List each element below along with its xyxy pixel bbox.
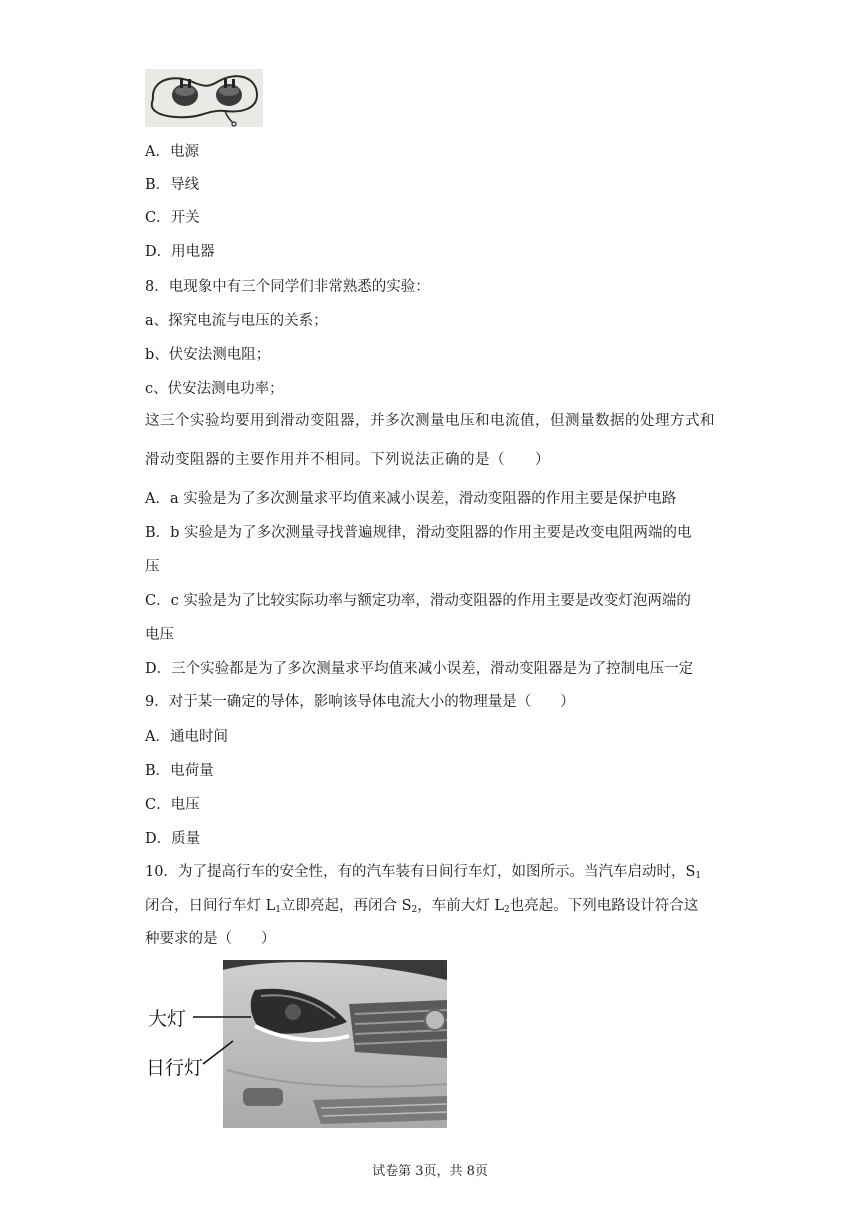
- q8-item-c: c、伏安法测电功率；: [145, 381, 284, 397]
- q8-paragraph-line2: 滑动变阻器的主要作用并不相同。下列说法正确的是（ ）: [145, 452, 550, 468]
- q9-option-c: C．电压: [145, 797, 200, 813]
- car-headlight-figure: [143, 960, 447, 1128]
- headlight-label: 大灯: [148, 1008, 187, 1030]
- q7-option-c: C．开关: [145, 210, 200, 226]
- q7-option-d: D．用电器: [145, 244, 215, 260]
- q9-stem: 9．对于某一确定的导体，影响该导体电流大小的物理量是（ ）: [145, 694, 575, 710]
- q10-line1: 10．为了提高行车的安全性，有的汽车装有日间行车灯，如图所示。当汽车启动时，$S_1$: [145, 864, 702, 881]
- q10-line2: 闭合，日间行车灯 $L_1$立即亮起，再闭合 $S_2$，车前大灯 $L_2$也亮起。下列电路设计符合这: [145, 898, 699, 915]
- q7-option-b: B．导线: [145, 177, 200, 193]
- drl-label: 日行灯: [146, 1057, 204, 1079]
- q8-option-b-line1: B．b 实验是为了多次测量寻找普遍规律，滑动变阻器的作用主要是改变电阻两端的电: [145, 525, 692, 541]
- q10-line3: 种要求的是（ ）: [145, 931, 276, 947]
- q8-option-c-line1: C．c 实验是为了比较实际功率与额定功率，滑动变阻器的作用主要是改变灯泡两端的: [145, 593, 691, 609]
- q8-item-b: b、伏安法测电阻；: [145, 347, 271, 363]
- car-photo-drawing: [143, 960, 447, 1128]
- q8-option-c-line2: 电压: [145, 627, 174, 643]
- circuit-wires-figure: [145, 69, 263, 127]
- q8-paragraph-line1: 这三个实验均要用到滑动变阻器，并多次测量电压和电流值，但测量数据的处理方式和: [145, 413, 715, 429]
- q7-option-a: A．电源: [145, 144, 199, 160]
- q8-stem: 8．电现象中有三个同学们非常熟悉的实验：: [145, 279, 430, 295]
- q8-item-a: a、探究电流与电压的关系；: [145, 313, 328, 329]
- q9-option-d: D．质量: [145, 831, 201, 847]
- q9-option-b: B．电荷量: [145, 763, 214, 779]
- wire-socket-drawing: [145, 69, 263, 127]
- q8-option-a: A．a 实验是为了多次测量求平均值来减小误差，滑动变阻器的作用主要是保护电路: [145, 491, 677, 507]
- q8-option-d: D．三个实验都是为了多次测量求平均值来减小误差，滑动变阻器是为了控制电压一定: [145, 661, 694, 677]
- q8-option-b-line2: 压: [145, 559, 160, 575]
- q9-option-a: A．通电时间: [145, 729, 228, 745]
- page-footer: 试卷第 3页，共 8页: [372, 1164, 488, 1179]
